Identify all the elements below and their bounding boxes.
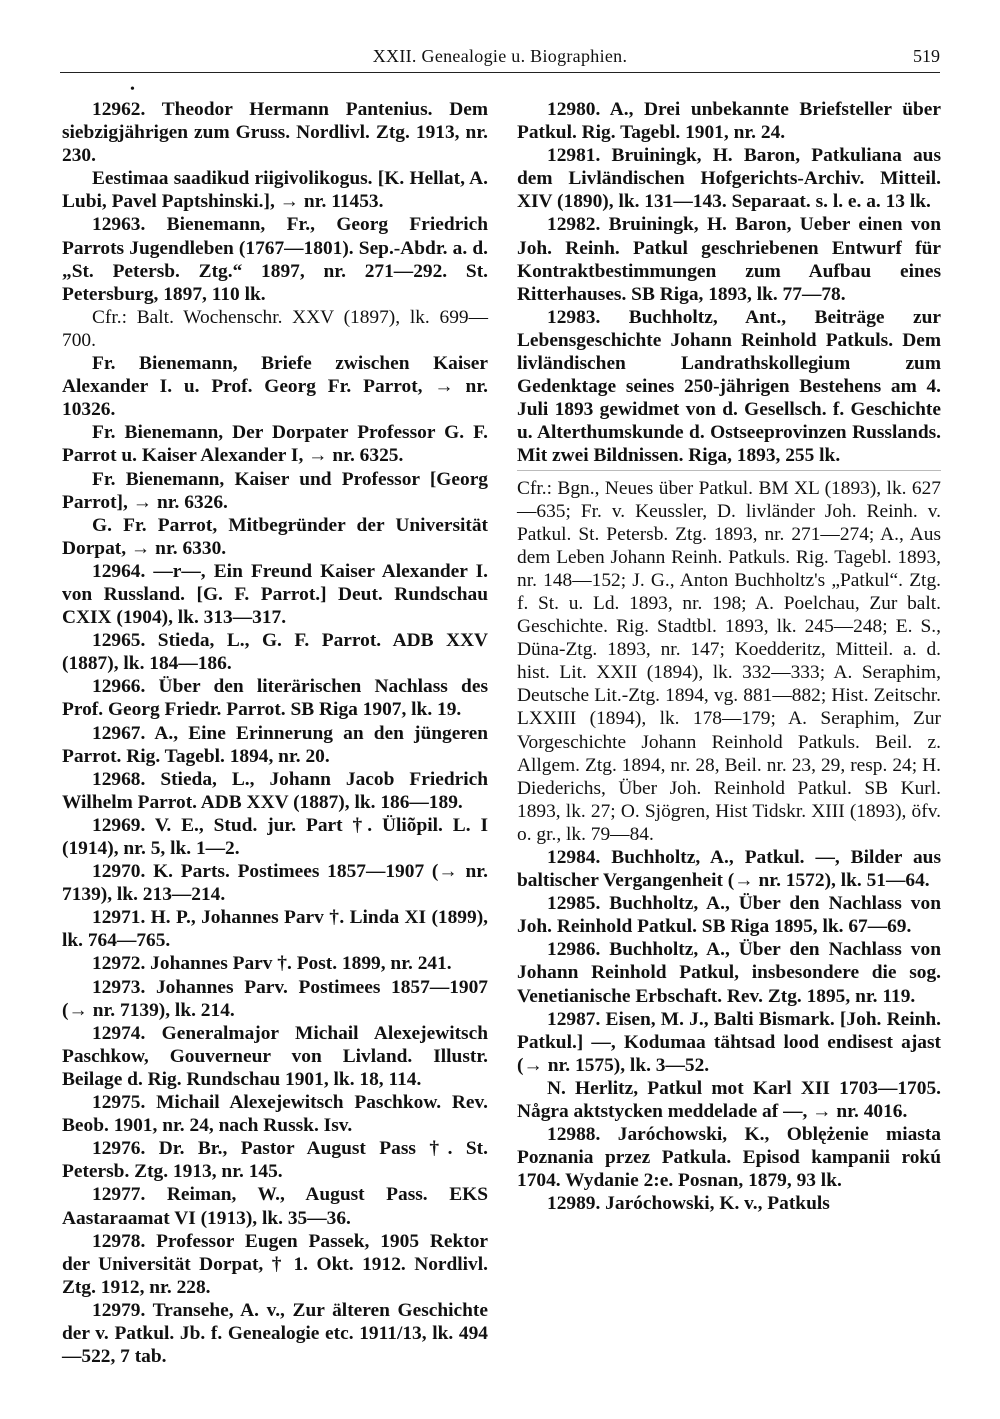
reference-note: Cfr.: Bgn., Neues über Patkul. BM XL (1893), lk. 627—635; Fr. v. Keussler, D. livländer Joh. Reinh. v. Patkul. St. Petersb. Ztg. 1893, nr. 271—274; A., Aus dem Leben Johann Reinh. Patkuls. Rig. Tagebl. 1893, nr. 148—152; J. G., Anton Buchholtz's „Patkul“. Ztg. f. St. u. Ld. 1893, nr. 198; A. Poelchau, Zur balt. Geschichte. Rig. Stadtbl. 1893, lk. 245—248; E. S., Düna-Ztg. 1893, nr. 147; Koedderitz, Mitteil. a. d. hist. Lit. XXII (1894), lk. 332—333; A. Seraphim, Deutsche Lit.-Ztg. 1894, vg. 881—882; Hist. Zeitschr. LXXIII (1894), lk. 178—179; A. Seraphim, Zur Vorgeschichte Johann Reinhold Patkuls. Beil. z. Allgem. Ztg. 1894, nr. 28, Beil. nr. 23, 29, resp. 24; H. Diederichs, Über Joh. Reinhold Patkul. SB Kurl. 1893, lk. 27; O. Sjögren, Hist Tidskr. XIII (1893), öfv. o. gr., lk. 79—84. xyxy=(517,477,941,845)
section-divider xyxy=(517,470,941,471)
page-number: 519 xyxy=(913,46,940,66)
bibliography-entry: 12977. Reiman, W., August Pass. EKS Aastaraamat VI (1913), lk. 35—36. xyxy=(62,1184,488,1229)
bibliography-entry: 12982. Bruiningk, H. Baron, Ueber einen von Joh. Reinh. Patkul geschriebenen Entwurf für Kontraktbestimmungen zum Aufbau eines Ritterhauses. SB Riga, 1893, lk. 77—78. xyxy=(517,214,941,305)
bibliography-entry: 12984. Buchholtz, A., Patkul. —, Bilder aus baltischer Vergangenheit (→ nr. 1572), lk. 51—64. xyxy=(517,847,941,892)
bibliography-entry: 12975. Michail Alexejewitsch Paschkow. Rev. Beob. 1901, nr. 24, nach Russk. Isv. xyxy=(62,1092,488,1137)
bibliography-entry: 12968. Stieda, L., Johann Jacob Friedrich Wilhelm Parrot. ADB XXV (1887), lk. 186—189. xyxy=(62,768,488,813)
bibliography-entry: 12986. Buchholtz, A., Über den Nachlass von Johann Reinhold Patkul, insbesondere die sog. Venetianische Erbschaft. Rev. Ztg. 1895, nr. 119. xyxy=(517,939,941,1007)
bibliography-entry: 12970. K. Parts. Postimees 1857—1907 (→ nr. 7139), lk. 213—214. xyxy=(62,861,488,906)
reference-note: Cfr.: Balt. Wochenschr. XXV (1897), lk. 699—700. xyxy=(62,306,488,351)
bibliography-entry: 12985. Buchholtz, A., Über den Nachlass von Joh. Reinhold Patkul. SB Riga 1895, lk. 67—69. xyxy=(517,893,941,938)
right-column xyxy=(517,98,941,1216)
bibliography-entry: 12979. Transehe, A. v., Zur älteren Geschichte der v. Patkul. Jb. f. Genealogie etc. 1911/13, lk. 494—522, 7 tab. xyxy=(62,1299,488,1368)
bibliography-entry: Eestimaa saadikud riigivolikogus. [K. Hellat, A. Lubi, Pavel Paptshinski.], → nr. 11453. xyxy=(62,168,488,213)
bibliography-entry: 12981. Bruiningk, H. Baron, Patkuliana aus dem Livländischen Hofgerichts-Archiv. Mitteil. XIV (1890), lk. 131—143. Separaat. s. l. e. a. 13 lk. xyxy=(517,145,941,213)
left-column xyxy=(62,98,488,1368)
bibliography-entry: 12964. —r—, Ein Freund Kaiser Alexander I. von Russland. [G. F. Parrot.] Deut. Rundschau CXIX (1904), lk. 313—317. xyxy=(62,560,488,629)
bibliography-entry: Fr. Bienemann, Kaiser und Professor [Georg Parrot], → nr. 6326. xyxy=(62,468,488,513)
bibliography-entry: 12962. Theodor Hermann Pantenius. Dem siebzigjährigen zum Gruss. Nordlivl. Ztg. 1913, nr. 230. xyxy=(62,99,488,167)
margin-mark: • xyxy=(130,82,135,97)
bibliography-entry: Fr. Bienemann, Briefe zwischen Kaiser Alexander I. u. Prof. Georg Fr. Parrot, → nr. 10326. xyxy=(62,353,488,421)
bibliography-entry: 12963. Bienemann, Fr., Georg Friedrich Parrots Jugendleben (1767—1801). Sep.-Abdr. a. d. „St. Petersb. Ztg.“ 1897, nr. 271—292. St. Petersburg, 1897, 110 lk. xyxy=(62,214,488,305)
bibliography-entry: N. Herlitz, Patkul mot Karl XII 1703—1705. Några aktstycken meddelade af —, → nr. 4016. xyxy=(517,1077,941,1123)
bibliography-entry: Fr. Bienemann, Der Dorpater Professor G. F. Parrot u. Kaiser Alexander I, → nr. 6325. xyxy=(62,422,488,467)
bibliography-entry: 12965. Stieda, L., G. F. Parrot. ADB XXV (1887), lk. 184—186. xyxy=(62,630,488,675)
bibliography-entry: 12983. Buchholtz, Ant., Beiträge zur Lebensgeschichte Johann Reinhold Patkuls. Dem livländischen Landrathskollegium zum Gedenktage seines 250-jährigen Bestehens am 4. Juli 1893 gewidmet von d. Gesellsch. f. Geschichte u. Alterthumskunde d. Ostseeprovinzen Russlands. Mit zwei Bildnissen. Riga, 1893, 255 lk. xyxy=(517,306,941,467)
bibliography-entry: G. Fr. Parrot, Mitbegründer der Universität Dorpat, → nr. 6330. xyxy=(62,514,488,559)
page-header xyxy=(60,44,940,73)
bibliography-entry: 12980. A., Drei unbekannte Briefsteller über Patkul. Rig. Tagebl. 1901, nr. 24. xyxy=(517,99,941,144)
bibliography-entry: 12987. Eisen, M. J., Balti Bismark. [Joh. Reinh. Patkul.] —, Kodumaa tähtsad lood endisest ajast (→ nr. 1575), lk. 3—52. xyxy=(517,1008,941,1076)
bibliography-entry: 12974. Generalmajor Michail Alexejewitsch Paschkow, Gouverneur von Livland. Illustr. Beilage d. Rig. Rundschau 1901, lk. 18, 114. xyxy=(62,1022,488,1090)
bibliography-entry: 12976. Dr. Br., Pastor August Pass †. St. Petersb. Ztg. 1913, nr. 145. xyxy=(62,1138,488,1183)
bibliography-entry: 12967. A., Eine Erinnerung an den jüngeren Parrot. Rig. Tagebl. 1894, nr. 20. xyxy=(62,722,488,767)
bibliography-entry: 12972. Johannes Parv †. Post. 1899, nr. 241. xyxy=(92,953,452,975)
running-title: XXII. Genealogie u. Biographien. xyxy=(372,46,628,66)
bibliography-entry: 12978. Professor Eugen Passek, 1905 Rektor der Universität Dorpat, † 1. Okt. 1912. Nordlivl. Ztg. 1912, nr. 228. xyxy=(62,1230,488,1298)
bibliography-entry: 12988. Jaróchowski, K., Oblężenie miasta Poznania przez Patkula. Episod kampanii rokú 1704. Wydanie 2:e. Posnan, 1879, 93 lk. xyxy=(517,1124,941,1192)
bibliography-entry: 12969. V. E., Stud. jur. Part †. Üliõpil. L. I (1914), nr. 5, lk. 1—2. xyxy=(62,814,488,859)
bibliography-entry: 12966. Über den literärischen Nachlass des Prof. Georg Friedr. Parrot. SB Riga 1907, lk. 19. xyxy=(62,676,488,721)
bibliography-entry: 12971. H. P., Johannes Parv †. Linda XI (1899), lk. 764—765. xyxy=(62,907,488,952)
bibliography-entry: 12973. Johannes Parv. Postimees 1857—1907 (→ nr. 7139), lk. 214. xyxy=(62,976,488,1021)
bibliography-entry: 12989. Jaróchowski, K. v., Patkuls xyxy=(547,1193,830,1215)
